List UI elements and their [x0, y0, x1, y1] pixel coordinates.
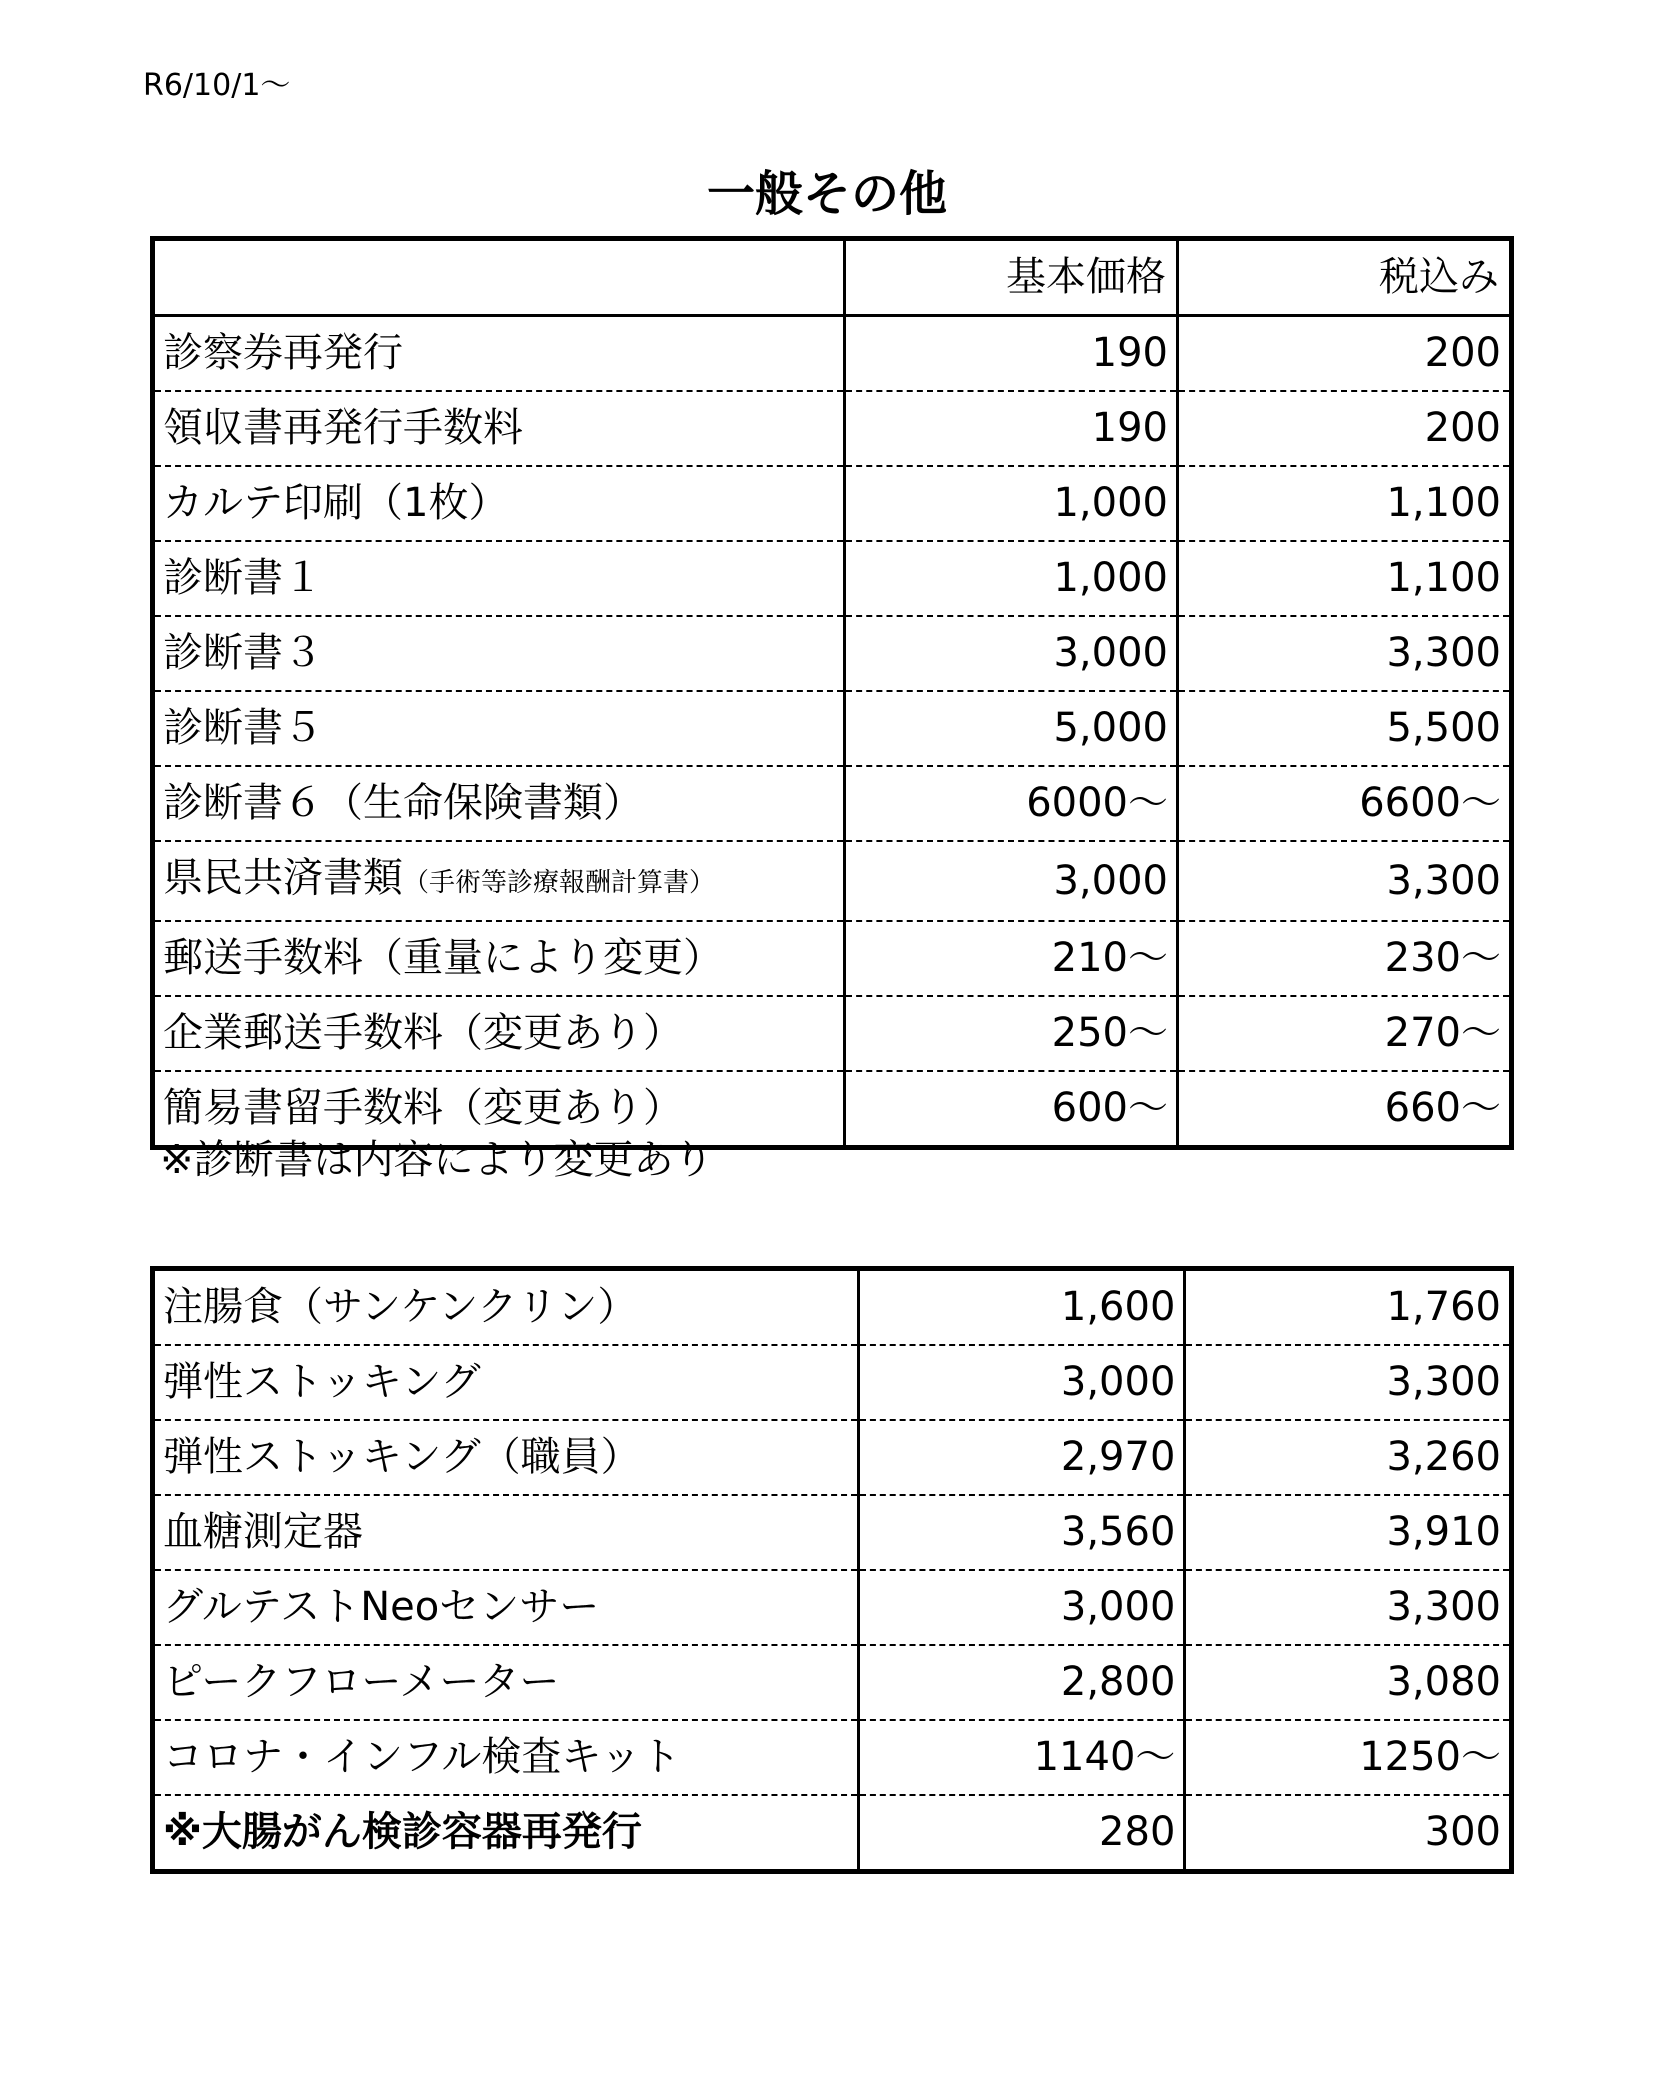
base-price: 250～ [845, 996, 1178, 1071]
item-name: 診断書６（生命保険書類） [153, 766, 845, 841]
table-row [153, 1720, 1512, 1795]
tax-price: 3,300 [1178, 841, 1512, 921]
tax-price: 3,910 [1185, 1495, 1512, 1570]
tax-price: 1,100 [1178, 466, 1512, 541]
item-name: グルテストNeoセンサー [153, 1570, 859, 1645]
item-name: 診断書３ [153, 616, 845, 691]
table-row [153, 996, 1512, 1071]
price-table-products [150, 1266, 1514, 1874]
tax-price: 660～ [1178, 1071, 1512, 1148]
base-price: 210～ [845, 921, 1178, 996]
item-name: 郵送手数料（重量により変更） [153, 921, 845, 996]
base-price: 600～ [845, 1071, 1178, 1148]
item-name: 血糖測定器 [153, 1495, 859, 1570]
base-price: 5,000 [845, 691, 1178, 766]
table-row [153, 391, 1512, 466]
item-name: 領収書再発行手数料 [153, 391, 845, 466]
item-name: カルテ印刷（1枚） [153, 466, 845, 541]
table-row [153, 1420, 1512, 1495]
base-price: 3,000 [858, 1345, 1185, 1420]
table-row [153, 1795, 1512, 1872]
table-header-row [153, 239, 1512, 316]
item-name: 企業郵送手数料（変更あり） [153, 996, 845, 1071]
base-price: 1,000 [845, 466, 1178, 541]
header-item [153, 239, 845, 316]
item-name: ※大腸がん検診容器再発行 [153, 1795, 859, 1872]
table-row [153, 921, 1512, 996]
table-row [153, 466, 1512, 541]
item-name: 診断書５ [153, 691, 845, 766]
tax-price: 230～ [1178, 921, 1512, 996]
item-name-cell [153, 841, 845, 921]
tax-price: 1,100 [1178, 541, 1512, 616]
tax-price: 3,300 [1185, 1570, 1512, 1645]
item-name-note: （手術等診療報酬計算書） [403, 868, 716, 898]
base-price: 1,000 [845, 541, 1178, 616]
tax-price: 3,300 [1178, 616, 1512, 691]
date-label: R6/10/1～ [143, 68, 291, 103]
tax-price: 200 [1178, 316, 1512, 392]
item-name: コロナ・インフル検査キット [153, 1720, 859, 1795]
base-price: 3,560 [858, 1495, 1185, 1570]
base-price: 3,000 [845, 616, 1178, 691]
tax-price: 6600～ [1178, 766, 1512, 841]
table-row [153, 1570, 1512, 1645]
base-price: 280 [858, 1795, 1185, 1872]
item-name: 弾性ストッキング [153, 1345, 859, 1420]
tax-price: 3,080 [1185, 1645, 1512, 1720]
base-price: 1140～ [858, 1720, 1185, 1795]
base-price: 3,000 [858, 1570, 1185, 1645]
tax-price: 300 [1185, 1795, 1512, 1872]
price-table-general [150, 236, 1514, 1150]
footnote: ※診断書は内容により変更あり [160, 1137, 714, 1183]
base-price: 190 [845, 391, 1178, 466]
table-row [153, 691, 1512, 766]
item-name: 診断書１ [153, 541, 845, 616]
table-row [153, 616, 1512, 691]
base-price: 2,970 [858, 1420, 1185, 1495]
table-row [153, 316, 1512, 392]
header-base-price: 基本価格 [845, 239, 1178, 316]
tax-price: 3,300 [1185, 1345, 1512, 1420]
table-row [153, 541, 1512, 616]
table-row [153, 841, 1512, 921]
item-name: 県民共済書類 [163, 855, 403, 901]
table-row [153, 1345, 1512, 1420]
page-title: 一般その他 [706, 166, 947, 222]
tax-price: 1250～ [1185, 1720, 1512, 1795]
base-price: 3,000 [845, 841, 1178, 921]
base-price: 6000～ [845, 766, 1178, 841]
base-price: 2,800 [858, 1645, 1185, 1720]
item-name: 注腸食（サンケンクリン） [153, 1269, 859, 1346]
tax-price: 5,500 [1178, 691, 1512, 766]
base-price: 1,600 [858, 1269, 1185, 1346]
tax-price: 200 [1178, 391, 1512, 466]
item-name: 診察券再発行 [153, 316, 845, 392]
header-tax-included: 税込み [1178, 239, 1512, 316]
item-name: 弾性ストッキング（職員） [153, 1420, 859, 1495]
table-row [153, 1269, 1512, 1346]
tax-price: 270～ [1178, 996, 1512, 1071]
item-name: ピークフローメーター [153, 1645, 859, 1720]
table-row [153, 766, 1512, 841]
table-row [153, 1645, 1512, 1720]
base-price: 190 [845, 316, 1178, 392]
table-row [153, 1495, 1512, 1570]
tax-price: 3,260 [1185, 1420, 1512, 1495]
item-name: 簡易書留手数料（変更あり） [153, 1071, 845, 1148]
tax-price: 1,760 [1185, 1269, 1512, 1346]
